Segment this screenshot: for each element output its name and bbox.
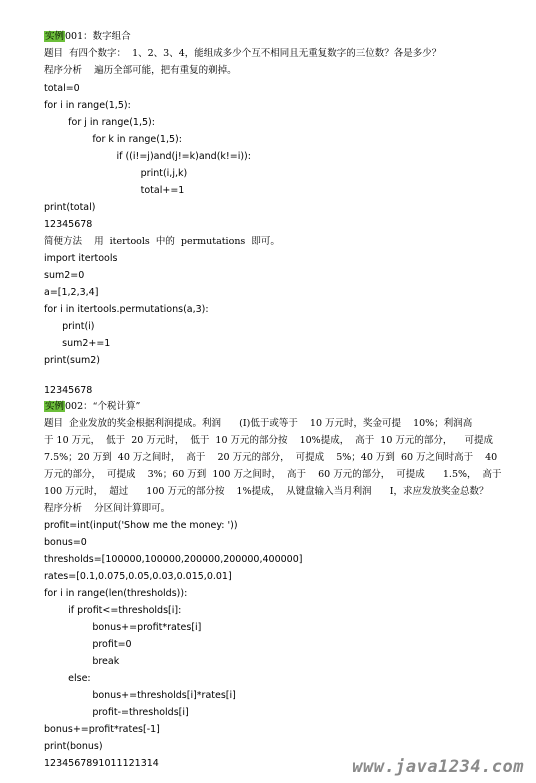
code-line: for i in range(1,5): [44,100,131,111]
question-text: 100 万元时， 超过 100 万元的部分按 1%提成， 从键盘输入当月利润 I，求应发放奖金总数？ [44,486,489,497]
line-numbers: 12345678 [44,219,93,230]
code-line: if profit<=thresholds[i]: [44,605,182,616]
code-line: bonus+=thresholds[i]*rates[i] [44,690,236,701]
code-line: a=[1,2,3,4] [44,287,99,298]
code-line: bonus+=profit*rates[-1] [44,724,160,735]
question-text: 题目 有四个数字： 1、2、3、4，能组成多少个互不相同且无重复数字的三位数？各是多少？ [44,48,442,59]
example-tag-highlight: 实例 [45,31,65,42]
code-line: for j in range(1,5): [44,117,155,128]
example-001-heading [44,30,131,43]
code-line: print(sum2) [44,355,101,366]
code-line: total+=1 [44,185,185,196]
example-tag-highlight: 实例 [45,401,65,412]
code-line: sum2+=1 [44,338,111,349]
code-line: break [44,656,120,667]
code-line: bonus=0 [44,537,87,548]
code-line: profit-=thresholds[i] [44,707,189,718]
code-line: print(total) [44,202,96,213]
code-line: total=0 [44,83,80,94]
code-line: print(i) [44,321,95,332]
question-text: 于 10 万元， 低于 20 万元时， 低于 10 万元的部分按 10%提成， 高于 10 万元的部分， 可提成 [44,435,493,446]
code-line: bonus+=profit*rates[i] [44,622,202,633]
code-line: for k in range(1,5): [44,134,182,145]
code-line: for i in range(len(thresholds)): [44,588,188,599]
code-line: profit=int(input('Show me the money: ')) [44,520,238,531]
watermark: www.java1234.com [352,757,524,777]
question-text: 题目 企业发放的奖金根据利润提成。利润 (I)低于或等于 10 万元时，奖金可提 10%；利润高 [44,418,473,429]
analysis-text: 程序分析 分区间计算即可。 [44,503,171,514]
analysis-text: 程序分析 遍历全部可能，把有重复的剃掉。 [44,65,237,76]
example-title: 001：数字组合 [65,31,131,42]
example-002-heading [44,400,140,413]
code-line: import itertools [44,253,118,264]
code-line: thresholds=[100000,100000,200000,200000,400000] [44,554,303,565]
simple-method-text: 简便方法 用 itertools 中的 permutations 即可。 [44,236,280,247]
line-numbers: 12345678 [44,385,93,396]
line-numbers: 1234567891011121314 [44,758,159,769]
code-line: for i in itertools.permutations(a,3): [44,304,209,315]
code-line: profit=0 [44,639,132,650]
code-line: else: [44,673,91,684]
code-line: print(bonus) [44,741,103,752]
code-line: rates=[0.1,0.075,0.05,0.03,0.015,0.01] [44,571,232,582]
example-title: 002：“个税计算” [65,401,141,412]
question-text: 万元的部分， 可提成 3%；60 万到 100 万之间时， 高于 60 万元的部分， 可提成 1.5%， 高于 [44,469,502,480]
question-text: 7.5%；20 万到 40 万之间时， 高于 20 万元的部分， 可提成 5%；40 万到 60 万之间时高于 40 [44,452,498,463]
code-line: sum2=0 [44,270,85,281]
code-line: if ((i!=j)and(j!=k)and(k!=i)): [44,151,251,162]
code-line: print(i,j,k) [44,168,188,179]
